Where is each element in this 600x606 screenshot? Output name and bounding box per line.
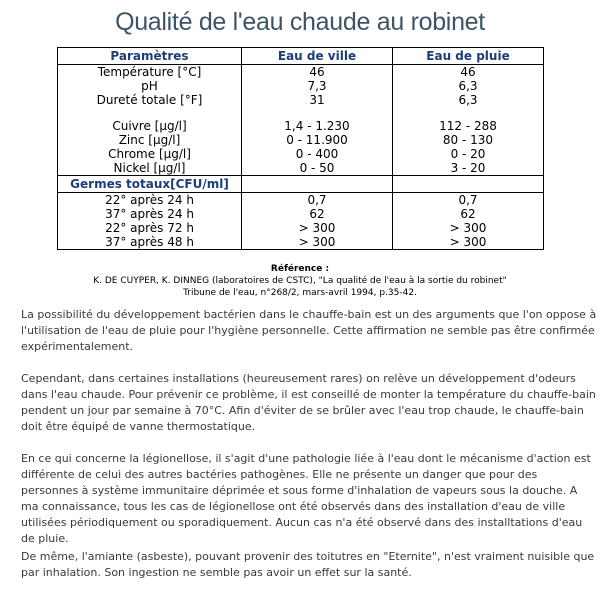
- table-row: [58, 207, 544, 221]
- empty-header-cell: [242, 176, 393, 193]
- eau-de-pluie-cell: 80 - 130: [393, 133, 544, 147]
- reference-source: Tribune de l'eau, n°268/2, mars-avril 1994, p.35-42.: [183, 288, 417, 298]
- eau-de-ville-cell: 62: [242, 207, 393, 221]
- reference-authors: K. DE CUYPER, K. DINNEG (laboratoires de CSTC), "La qualité de l'eau à la sortie du robinet": [93, 276, 507, 286]
- paragraph-developpement-bacterien: La possibilité du développement bactérien dans le chauffe-bain est un des arguments que l'on oppose à l'utilisation de l'eau de pluie pour l'hygiène personnelle. Cette affirmation ne semble pas être confirmée expérimentalement.: [21, 308, 597, 353]
- table-row: [58, 65, 544, 80]
- parameter-cell: 22° après 72 h: [58, 221, 242, 235]
- empty-cell: [393, 107, 544, 119]
- table-row: [58, 93, 544, 107]
- paragraph-odeurs: Cependant, dans certaines installations (heureusement rares) on relève un développement d'odeurs dans l'eau chaude. Pour prévenir ce problème, il est conseillé de monter la température du chauffe-bain pendent un jour par semaine à 70°C. Afin d'éviter de se brûler avec l'eau trop chaude, le chauffe-bain doit être équipé de vanne thermostatique.: [21, 372, 596, 433]
- header-eau-de-pluie: Eau de pluie: [393, 48, 544, 65]
- table-row: [58, 235, 544, 250]
- eau-de-pluie-cell: 0,7: [393, 193, 544, 208]
- eau-de-pluie-cell: 0 - 20: [393, 147, 544, 161]
- eau-de-pluie-cell: > 300: [393, 221, 544, 235]
- eau-de-pluie-cell: 6,3: [393, 79, 544, 93]
- eau-de-ville-cell: 1,4 - 1.230: [242, 119, 393, 133]
- parameter-cell: Dureté totale [°F]: [58, 93, 242, 107]
- eau-de-pluie-cell: 3 - 20: [393, 161, 544, 176]
- empty-header-cell: [393, 176, 544, 193]
- table-row: [58, 193, 544, 208]
- parameter-cell: 22° après 24 h: [58, 193, 242, 208]
- eau-de-ville-cell: > 300: [242, 235, 393, 250]
- table-row: [58, 119, 544, 133]
- header-parametres: Paramètres: [58, 48, 242, 65]
- paragraph-legionellose: En ce qui concerne la légionellose, il s'agit d'une pathologie liée à l'eau dont le mécanisme d'action est différente de celui des autres bactéries pathogènes. Elle ne présente un danger que pour des personnes à système immunitaire déprimée et sous forme d'inhalation de vapeurs sous la douche. A ma connaissance, tous les cas de légionellose ont été observés dans des installation d'eau de ville utilisées périodiquement ou sporadiquement. Aucun cas n'a été observé dans des installtations d'eau de pluie.: [21, 452, 591, 545]
- parameter-cell: Chrome [µg/l]: [58, 147, 242, 161]
- paragraph-amiante: De même, l'amiante (asbeste), pouvant provenir des toitutres en "Eternite", n'est vraiment nuisible que par inhalation. Son ingestion ne semble pas avoir un effet sur la santé.: [21, 550, 595, 579]
- eau-de-pluie-cell: 6,3: [393, 93, 544, 107]
- empty-cell: [58, 107, 242, 119]
- eau-de-pluie-cell: 46: [393, 65, 544, 80]
- eau-de-pluie-cell: 62: [393, 207, 544, 221]
- parameter-cell: 37° après 24 h: [58, 207, 242, 221]
- germes-header-row: [58, 176, 544, 193]
- eau-de-pluie-cell: 112 - 288: [393, 119, 544, 133]
- parameter-cell: 37° après 48 h: [58, 235, 242, 250]
- germes-totaux-header: Germes totaux[CFU/ml]: [58, 176, 242, 193]
- parameter-cell: pH: [58, 79, 242, 93]
- table-row: [58, 79, 544, 93]
- eau-de-ville-cell: 0 - 11.900: [242, 133, 393, 147]
- eau-de-ville-cell: 46: [242, 65, 393, 80]
- table-body: [58, 48, 544, 250]
- page-title: Qualité de l'eau chaude au robinet: [115, 8, 485, 36]
- parameter-cell: Zinc [µg/l]: [58, 133, 242, 147]
- parameter-cell: Nickel [µg/l]: [58, 161, 242, 176]
- header-eau-de-ville: Eau de ville: [242, 48, 393, 65]
- table-row: [58, 133, 544, 147]
- parameter-cell: Cuivre [µg/l]: [58, 119, 242, 133]
- table-header-row: [58, 48, 544, 65]
- parameter-cell: Température [°C]: [58, 65, 242, 80]
- water-quality-table: [57, 47, 544, 250]
- eau-de-ville-cell: 7,3: [242, 79, 393, 93]
- table-row: [58, 161, 544, 176]
- eau-de-ville-cell: 31: [242, 93, 393, 107]
- empty-cell: [242, 107, 393, 119]
- table-spacer-row: [58, 107, 544, 119]
- eau-de-ville-cell: > 300: [242, 221, 393, 235]
- eau-de-ville-cell: 0,7: [242, 193, 393, 208]
- table-row: [58, 147, 544, 161]
- eau-de-pluie-cell: > 300: [393, 235, 544, 250]
- reference-label: Référence :: [270, 264, 330, 274]
- eau-de-ville-cell: 0 - 50: [242, 161, 393, 176]
- table-row: [58, 221, 544, 235]
- eau-de-ville-cell: 0 - 400: [242, 147, 393, 161]
